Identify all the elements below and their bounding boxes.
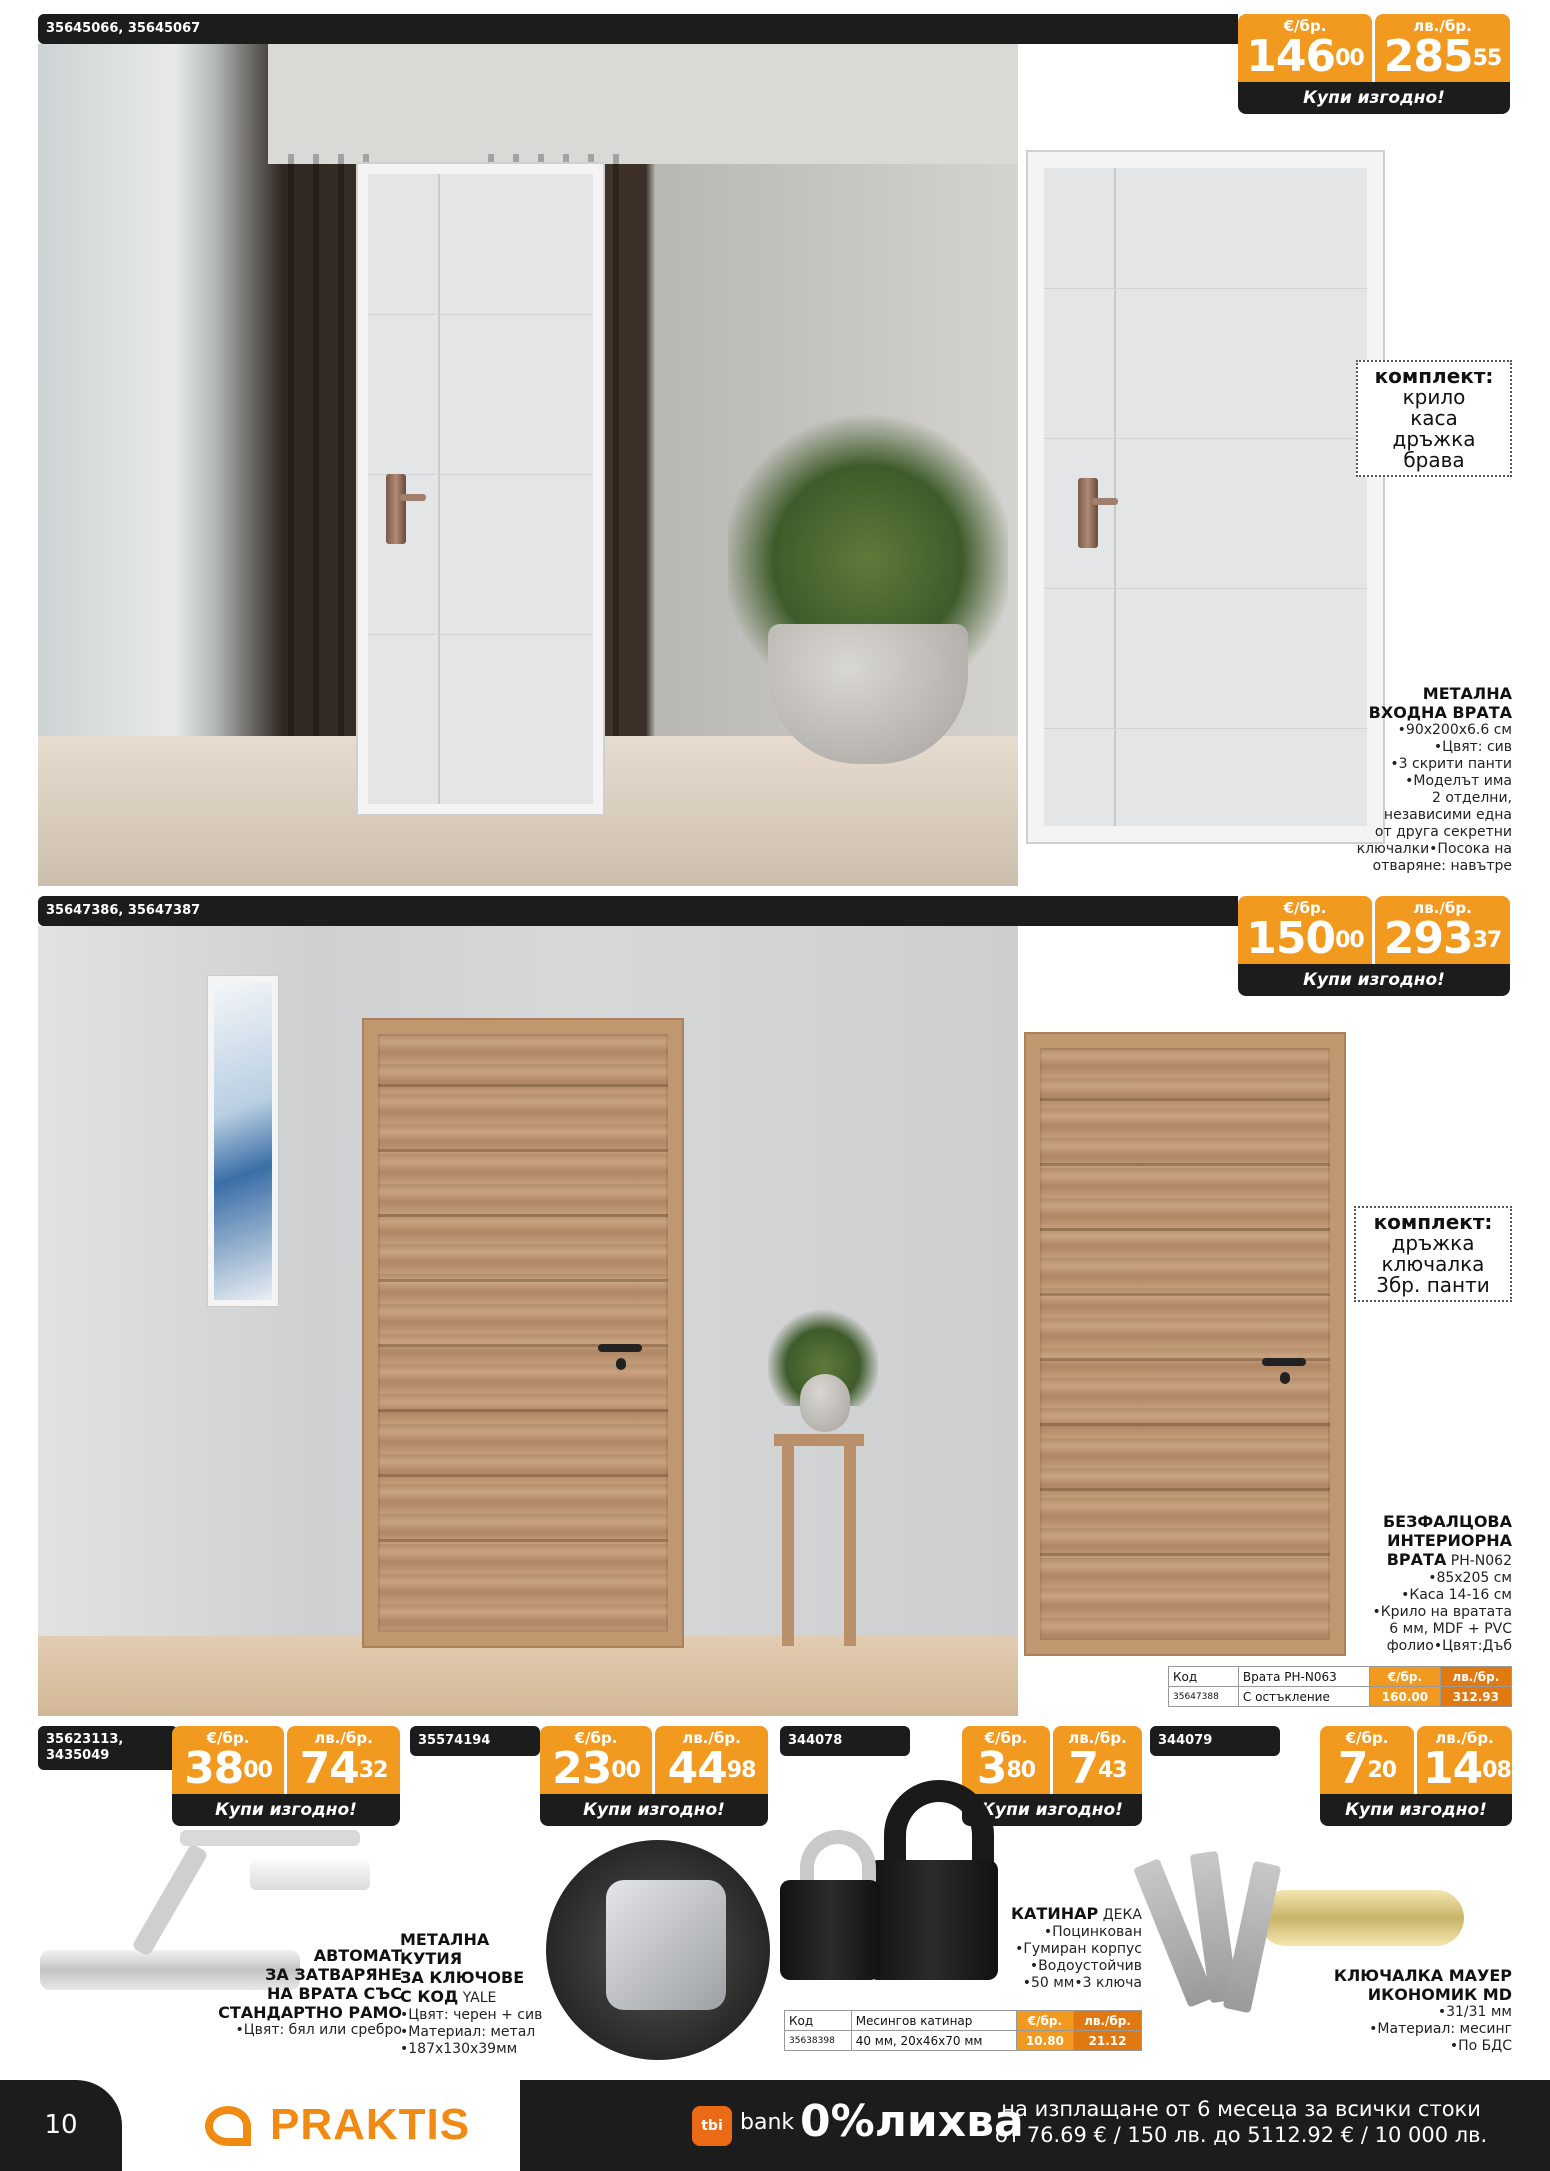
product-description: МЕТАЛНА КУТИЯ ЗА КЛЮЧОВЕ С КОД YALE •Цвят: черен + сив •Материал: метал •187x130x39мм — [400, 1930, 543, 2057]
price-eur: €/бр. $150^{00}$ — [1238, 896, 1372, 964]
price-tag — [962, 1726, 1142, 1826]
page-footer — [0, 2080, 1550, 2171]
bank-label: bank — [740, 2110, 795, 2135]
price-eur: €/бр. $3^{80}$ — [962, 1726, 1050, 1794]
buy-button[interactable]: Купи изгодно! — [1238, 964, 1510, 996]
financing-terms: на изплащане от 6 месеца за всички стоки от 76.69 € / 150 лв. до 5112.92 € / 10 000 лв. — [995, 2097, 1488, 2147]
buy-button[interactable]: Купи изгодно! — [962, 1794, 1142, 1826]
door-image — [364, 1020, 682, 1646]
price-eur: €/бр. $23^{00}$ — [540, 1726, 652, 1794]
praktis-logo[interactable]: PRAKTIS — [270, 2100, 471, 2149]
door-image — [358, 164, 603, 814]
plant-pot — [800, 1374, 850, 1432]
price-tag — [172, 1726, 400, 1826]
padlock-image — [780, 1880, 880, 1980]
product-code: 344079 — [1158, 1733, 1213, 1748]
price-tag — [1238, 14, 1510, 114]
product-code-bar — [38, 1726, 178, 1770]
entry-door-lifestyle-photo — [38, 44, 1018, 886]
product-description: БЕЗФАЛЦОВА ИНТЕРИОРНА ВРАТА PH-N062 •85x205 см •Каса 14-16 см •Крило на вратата 6 мм, MDF + PVC фолио•Цвят:Дъб — [1372, 1512, 1512, 1654]
price-bgn: лв./бр. $14^{08}$ — [1417, 1726, 1512, 1794]
product-description: КЛЮЧАЛКА МАУЕР ИКОНОМИК MD •31/31 мм •Материал: месинг •По БДС — [1333, 1966, 1512, 2054]
kit-box: комплект: крило каса дръжка брава — [1356, 360, 1512, 477]
product-code-bar — [780, 1726, 910, 1756]
table-row: 35647388 С остъкление 160.00 312.93 — [1169, 1687, 1512, 1707]
price-bgn: лв./бр. $293^{37}$ — [1375, 896, 1510, 964]
variant-table — [784, 2010, 1142, 2051]
buy-button[interactable]: Купи изгодно! — [1238, 82, 1510, 114]
price-bgn: лв./бр. $285^{55}$ — [1375, 14, 1510, 82]
painting-image — [208, 976, 278, 1306]
door-handle — [386, 474, 406, 544]
price-tag — [1320, 1726, 1512, 1826]
tbi-bank-icon: tbi — [692, 2106, 732, 2146]
door-handle — [598, 1344, 642, 1352]
table-header-row: Код Месингов катинар €/бр. лв./бр. — [785, 2011, 1142, 2031]
product-code: 344078 — [788, 1733, 843, 1748]
door-handle — [1078, 478, 1098, 548]
interior-door-lifestyle-photo — [38, 926, 1018, 1716]
financing-banner — [520, 2080, 1550, 2171]
buy-button[interactable]: Купи изгодно! — [540, 1794, 768, 1826]
zero-interest-headline: 0%лихва — [800, 2096, 1024, 2147]
product-code-bar — [38, 896, 1238, 926]
variant-table — [1168, 1666, 1512, 1707]
door-handle — [1262, 1358, 1306, 1366]
page-number: 10 — [0, 2080, 122, 2171]
praktis-logo-icon — [205, 2106, 251, 2146]
price-bgn: лв./бр. $7^{43}$ — [1053, 1726, 1142, 1794]
price-eur: €/бр. $7^{20}$ — [1320, 1726, 1414, 1794]
price-bgn: лв./бр. $74^{32}$ — [287, 1726, 400, 1794]
product-code-bar — [38, 14, 1238, 44]
buy-button[interactable]: Купи изгодно! — [1320, 1794, 1512, 1826]
buy-button[interactable]: Купи изгодно! — [172, 1794, 400, 1826]
product-code-bar — [1150, 1726, 1280, 1756]
price-eur: €/бр. $146^{00}$ — [1238, 14, 1372, 82]
price-tag — [540, 1726, 768, 1826]
interior-door-product-image — [1026, 1034, 1344, 1654]
product-description: КАТИНАР ДЕКА •Поцинкован •Гумиран корпус •Водоустойчив •50 мм•3 ключа — [1010, 1904, 1142, 1991]
table-row: 35638398 40 мм, 20x46x70 мм 10.80 21.12 — [785, 2031, 1142, 2051]
product-code-bar — [410, 1726, 540, 1756]
product-description: МЕТАЛНА ВХОДНА ВРАТА •90x200x6.6 см •Цвят: сив •3 скрити панти •Моделът има 2 отделни, независими една от друга секретни ключалки•Посока на отваряне: навътре — [1356, 684, 1512, 874]
lock-cylinder-image — [1258, 1890, 1464, 1946]
product-codes: 35623113, 3435049 — [46, 1732, 124, 1763]
product-codes: 35645066, 35645067 — [46, 21, 201, 36]
price-tag — [1238, 896, 1510, 996]
table-header-row: Код Врата PH-N063 €/бр. лв./бр. — [1169, 1667, 1512, 1687]
kit-box: комплект: дръжка ключалка 3бр. панти — [1354, 1206, 1512, 1302]
product-code: 35574194 — [418, 1733, 491, 1748]
side-table — [774, 1434, 864, 1446]
price-eur: €/бр. $38^{00}$ — [172, 1726, 284, 1794]
price-bgn: лв./бр. $44^{98}$ — [655, 1726, 768, 1794]
product-description: АВТОМАТ ЗА ЗАТВАРЯНЕ НА ВРАТА СЪС СТАНДАРТНО РАМО •Цвят: бял или сребро — [218, 1946, 402, 2038]
product-codes: 35647386, 35647387 — [46, 903, 201, 918]
